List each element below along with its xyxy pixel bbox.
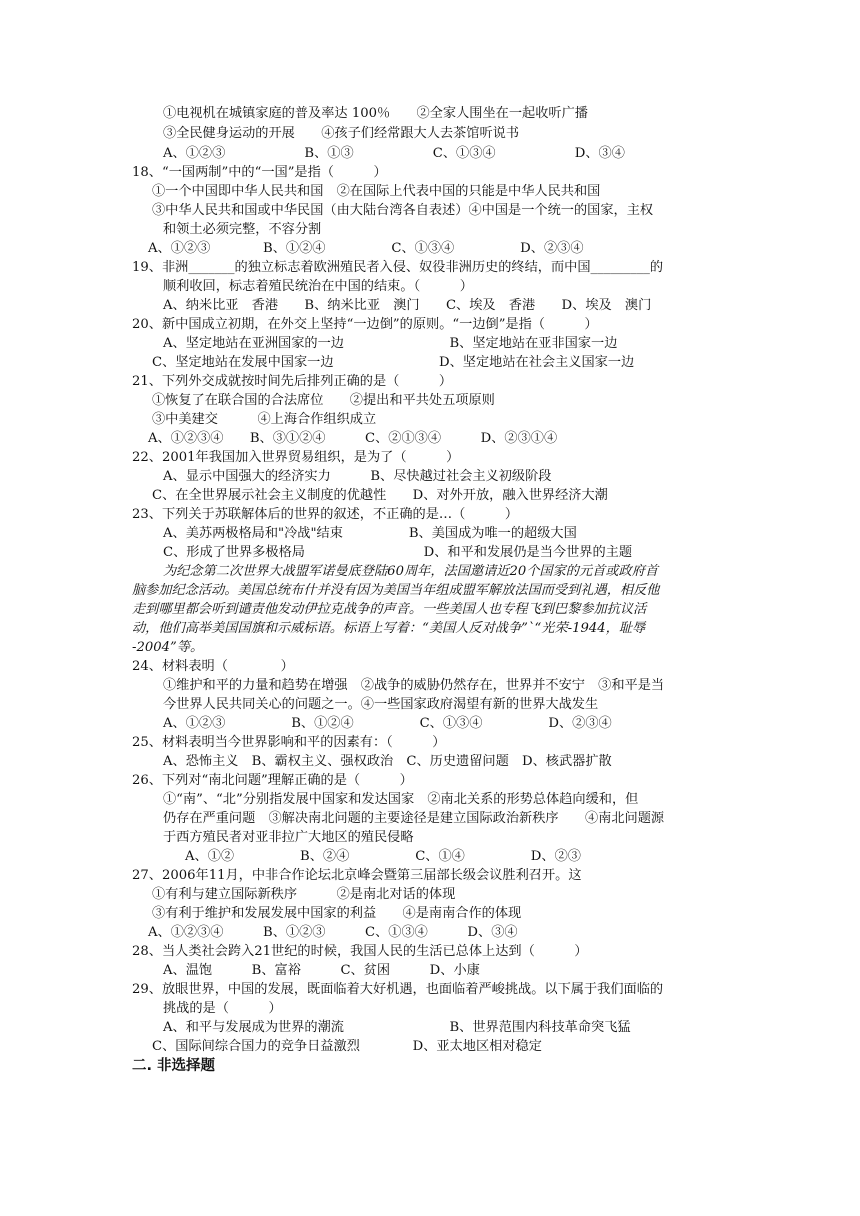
q27-answer-choices: A、①②③④ B、①②③ C、①③④ D、③④ (148, 925, 518, 940)
q23-stem: 23、下列关于苏联解体后的世界的叙述，不正确的是…（ ） (132, 507, 519, 522)
material-paragraph-line-2: 脑参加纪念活动。美国总统布什并没有因为美国当年组成盟军解放法国而受到礼遇，相反他 (132, 583, 660, 598)
q25-answer-choices: A、恐怖主义 B、霸权主义、强权政治 C、历史遗留问题 D、核武器扩散 (163, 754, 612, 769)
q27-option-line-2: ③有利于维护和发展发展中国家的利益 ④是南南合作的体现 (152, 906, 522, 921)
q26-option-line-1: ①“南”、“北”分别指发展中国家和发达国家 ②南北关系的形势总体趋向缓和，但 (163, 792, 639, 807)
q18-option-line-2: ③中华人民共和国或中华民国（由大陆台湾各自表述）④中国是一个统一的国家，主权 (152, 203, 654, 218)
q21-answer-choices: A、①②③④ B、③①②④ C、②①③④ D、②③①④ (148, 431, 558, 446)
q19-stem-line-2: 顺利收回，标志着殖民统治在中国的结束。（ ） (163, 279, 473, 294)
q20-stem: 20、新中国成立初期，在外交上坚持“一边倒”的原则。“一边倒”是指（ ） (132, 317, 598, 332)
material-paragraph-line-1: 为纪念第二次世界大战盟军诺曼底登陆60周年，法国邀请近20个国家的元首或政府首 (163, 564, 659, 579)
q24-stem: 24、材料表明（ ） (132, 659, 294, 674)
q29-stem-line-2: 挑战的是（ ） (163, 1001, 282, 1016)
q24-option-line-1: ①维护和平的力量和趋势在增强 ②战争的威胁仍然存在，世界并不安宁 ③和平是当 (163, 678, 665, 693)
q26-answer-choices: A、①② B、②④ C、①④ D、②③ (185, 849, 581, 864)
q21-option-line-1: ①恢复了在联合国的合法席位 ②提出和平共处五项原则 (152, 393, 495, 408)
q27-stem: 27、2006年11月，中非合作论坛北京峰会暨第三届部长级会议胜利召开。这 (132, 868, 582, 883)
q29-choices-ab: A、和平与发展成为世界的潮流 B、世界范围内科技革命突飞猛 (163, 1020, 631, 1035)
q18-option-line-3: 和领土必须完整，不容分割 (163, 222, 322, 237)
material-paragraph-line-3: 走到哪里都会听到谴责他发动伊拉克战争的声音。一些美国人也专程飞到巴黎参加抗议活 (132, 602, 647, 617)
q27-option-line-1: ①有利与建立国际新秩序 ②是南北对话的体现 (152, 887, 456, 902)
q20-choices-ab: A、坚定地站在亚洲国家的一边 B、坚定地站在亚非国家一边 (163, 336, 618, 351)
section-heading-non-choice: 二. 非选择题 (132, 1058, 216, 1074)
q23-choices-ab: A、美苏两极格局和"冷战"结束 B、美国成为唯一的超级大国 (163, 526, 577, 541)
material-paragraph-line-4: 动，他们高举美国国旗和示威标语。标语上写着：“美国人反对战争”`“光荣-1944，耻辱 (132, 621, 646, 636)
q29-stem-line-1: 29、放眼世界，中国的发展，既面临着大好机遇，也面临着严峻挑战。以下属于我们面临的 (132, 982, 664, 997)
q22-stem: 22、2001年我国加入世界贸易组织，是为了（ ） (132, 450, 460, 465)
q24-answer-choices: A、①②③ B、①②④ C、①③④ D、②③④ (163, 716, 612, 731)
q21-stem: 21、下列外交成就按时间先后排列正确的是（ ） (132, 374, 453, 389)
q17-answer-choices: A、①②③ B、①③ C、①③④ D、③④ (163, 146, 625, 161)
q22-choices-ab: A、显示中国强大的经济实力 B、尽快越过社会主义初级阶段 (163, 469, 552, 484)
q24-option-line-2: 今世界人民共同关心的问题之一。④一些国家政府渴望有新的世界大战发生 (163, 697, 599, 712)
q28-stem: 28、当人类社会跨入21世纪的时候，我国人民的生活已总体上达到（ ） (132, 944, 588, 959)
q18-option-line-1: ①一个中国即中华人民共和国 ②在国际上代表中国的只能是中华人民共和国 (152, 184, 601, 199)
q26-option-line-3: 于西方殖民者对亚非拉广大地区的殖民侵略 (163, 830, 414, 845)
q18-stem: 18、“一国两制”中的“一国”是指（ ） (132, 165, 387, 180)
q17-option-line-2: ③全民健身运动的开展 ④孩子们经常跟大人去茶馆听说书 (163, 126, 520, 141)
q18-answer-choices: A、①②③ B、①②④ C、①③④ D、②③④ (148, 241, 584, 256)
material-paragraph-line-5: -2004”等。 (132, 640, 204, 655)
q21-option-line-2: ③中美建交 ④上海合作组织成立 (152, 412, 377, 427)
q19-answer-choices: A、纳米比亚 香港 B、纳米比亚 澳门 C、埃及 香港 D、埃及 澳门 (163, 298, 652, 313)
q28-answer-choices: A、温饱 B、富裕 C、贫困 D、小康 (163, 963, 480, 978)
q17-option-line-1: ①电视机在城镇家庭的普及率达 100％ ②全家人围坐在一起收听广播 (163, 106, 588, 121)
q20-choices-cd: C、坚定地站在发展中国家一边 D、坚定地站在社会主义国家一边 (152, 355, 635, 370)
q25-stem: 25、材料表明当今世界影响和平的因素有：（ ） (132, 735, 446, 750)
q23-choices-cd: C、形成了世界多极格局 D、和平和发展仍是当今世界的主题 (163, 545, 633, 560)
q19-stem-line-1: 19、非洲_______的独立标志着欧洲殖民者入侵、奴役非洲历史的终结，而中国_________的 (132, 260, 664, 275)
q26-option-line-2: 仍存在严重问题 ③解决南北问题的主要途径是建立国际政治新秩序 ④南北问题源 (163, 811, 665, 826)
q26-stem: 26、下列对“南北问题”理解正确的是（ ） (132, 773, 413, 788)
q29-choices-cd: C、国际间综合国力的竞争日益激烈 D、亚太地区相对稳定 (152, 1039, 542, 1054)
q22-choices-cd: C、在全世界展示社会主义制度的优越性 D、对外开放，融入世界经济大潮 (152, 488, 608, 503)
